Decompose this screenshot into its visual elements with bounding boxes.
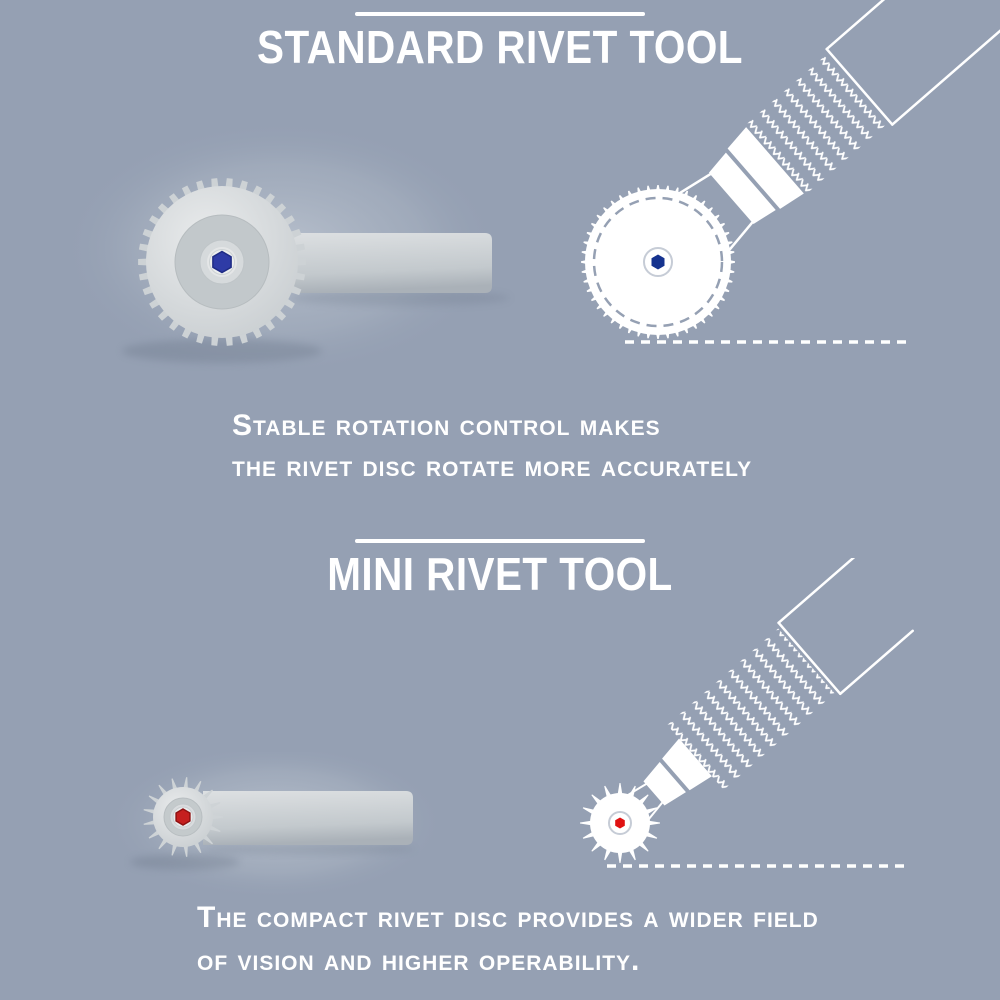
mini-caption-line2: of vision and higher operability. — [197, 944, 641, 977]
standard-caption — [232, 405, 752, 487]
blue-hex-nut — [213, 252, 231, 273]
standard-rivet-tool-photo — [70, 118, 520, 383]
mini-title-divider — [355, 539, 645, 543]
standard-rivet-tool-illustration — [555, 0, 1000, 362]
illustration-handle — [607, 558, 925, 843]
mini-rivet-tool-illustration — [555, 558, 1000, 900]
standard-caption-line1: Stable rotation control makes — [232, 409, 661, 442]
mini-rivet-tool-photo — [110, 752, 450, 902]
disc-shadow — [130, 854, 240, 870]
mini-caption-line1: The compact rivet disc provides a wider field — [197, 901, 819, 934]
mini-caption — [197, 896, 819, 982]
mini-section-title: MINI RIVET TOOL — [327, 548, 673, 600]
tool-handle — [203, 791, 413, 845]
standard-section-title: STANDARD RIVET TOOL — [257, 21, 743, 73]
red-hex-nut — [176, 809, 190, 825]
disc-shadow — [122, 339, 322, 363]
standard-caption-line2: the rivet disc rotate more accurately — [232, 450, 753, 483]
illustration-handle — [670, 0, 1000, 260]
